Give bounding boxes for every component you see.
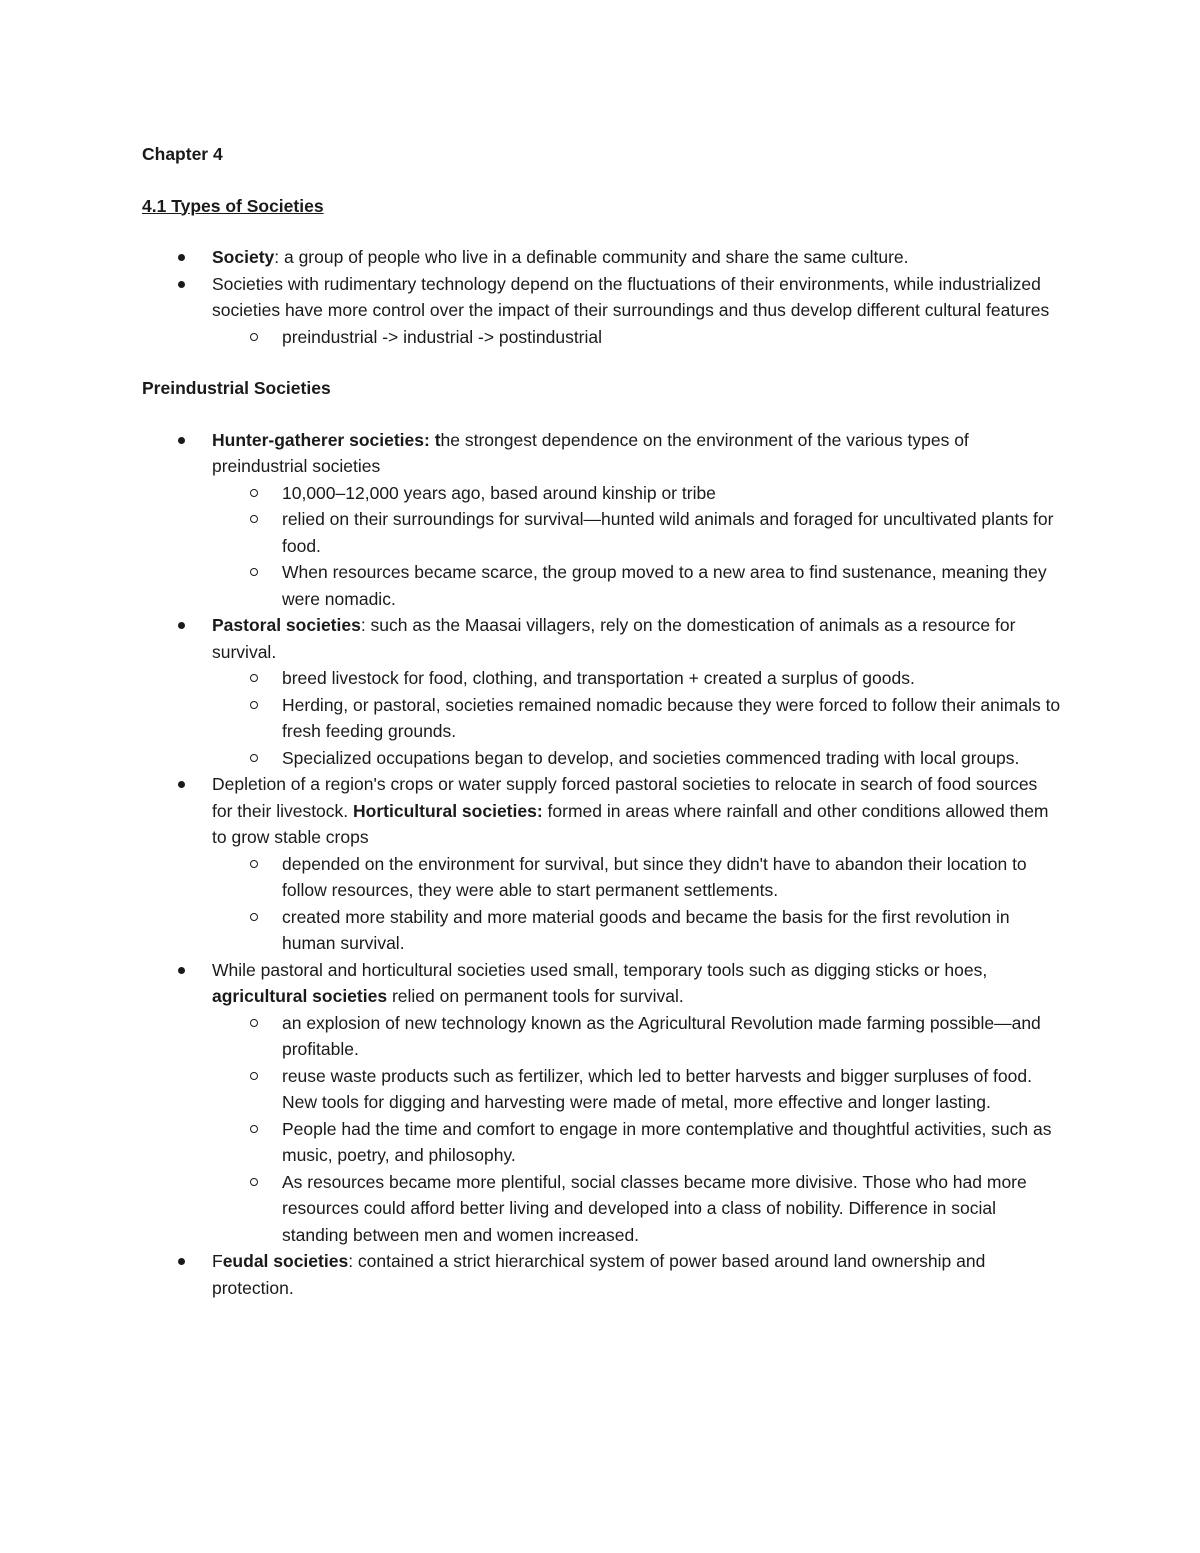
hollow-bullet-icon <box>250 1125 258 1133</box>
term-pastoral: Pastoral societies <box>212 615 361 635</box>
sub-list-item-text: When resources became scarce, the group moved to a new area to find sustenance, meaning they were nomadic. <box>282 562 1047 609</box>
sub-list <box>212 480 1062 613</box>
list-item-text: Depletion of a region's crops or water supply forced pastoral societies to relocate in search of food sources for their livestock. <box>212 774 1038 821</box>
sub-list <box>212 1010 1062 1249</box>
definition-text: : contained a strict hierarchical system of power based around land ownership and protection. <box>212 1251 986 1298</box>
list-item-text: While pastoral and horticultural societies used small, temporary tools such as digging sticks or hoes, <box>212 959 988 980</box>
sub-list <box>212 324 1062 351</box>
hollow-bullet-icon <box>250 515 258 523</box>
sub-list-item <box>212 745 1062 772</box>
sub-list-item <box>212 692 1062 745</box>
hollow-bullet-icon <box>250 701 258 709</box>
bullet-icon <box>178 967 185 974</box>
hollow-bullet-icon <box>250 754 258 762</box>
sub-list-item-text: reuse waste products such as fertilizer, which led to better harvests and bigger surpluses of food. New tools for digging and harvesting were made of metal, more effective and longer lasting. <box>282 1065 1032 1112</box>
hollow-bullet-icon <box>250 333 258 341</box>
hollow-bullet-icon <box>250 489 258 497</box>
definition-text: : a group of people who live in a definable community and share the same culture. <box>274 247 909 267</box>
hollow-bullet-icon <box>250 674 258 682</box>
term-feudal: eudal societies <box>222 1251 349 1271</box>
list-item-hunter-gatherer <box>142 427 1062 613</box>
sub-list-item <box>212 324 1062 351</box>
sub-list-item <box>212 1169 1062 1249</box>
term-society: Society <box>212 247 275 267</box>
sub-list-item <box>212 904 1062 957</box>
term-horticultural: Horticultural societies: <box>353 800 543 821</box>
sub-list-item-text: People had the time and comfort to engage in more contemplative and thoughtful activities, such as music, poetry, and philosophy. <box>282 1118 1052 1165</box>
sub-list-item-text: As resources became more plentiful, social classes became more divisive. Those who had more resources could afford better living and developed into a class of nobility. Difference in social standing between men and women increased. <box>282 1171 1027 1245</box>
list-item <box>142 244 1062 271</box>
hollow-bullet-icon <box>250 1072 258 1080</box>
list-item-text: Societies with rudimentary technology depend on the fluctuations of their environments, while industrialized societies have more control over the impact of their surroundings and thus develop different cultural features <box>212 273 1050 320</box>
document-page <box>142 141 1062 1301</box>
sub-list-item <box>212 506 1062 559</box>
sub-list-item <box>212 851 1062 904</box>
sub-list-item-text: Specialized occupations began to develop, and societies commenced trading with local groups. <box>282 747 1020 768</box>
hollow-bullet-icon <box>250 860 258 868</box>
sub-list-item <box>212 665 1062 692</box>
sub-list-item <box>212 559 1062 612</box>
sub-list-item <box>212 1010 1062 1063</box>
definition-text: he strongest dependence on the environment of the various types of preindustrial societies <box>212 429 969 476</box>
definition-text: : such as the Maasai villagers, rely on the domestication of animals as a resource for survival. <box>212 615 1016 662</box>
list-item <box>142 271 1062 351</box>
sub-list-item-text: breed livestock for food, clothing, and transportation + created a surplus of goods. <box>282 668 915 688</box>
bullet-icon <box>178 437 185 444</box>
hollow-bullet-icon <box>250 913 258 921</box>
list-item-horticultural <box>142 771 1062 957</box>
section-heading-preindustrial: Preindustrial Societies <box>142 378 331 398</box>
sub-list-item-text: preindustrial -> industrial -> postindustrial <box>282 326 603 347</box>
hollow-bullet-icon <box>250 1019 258 1027</box>
bullet-icon <box>178 1258 185 1265</box>
sub-list <box>212 851 1062 957</box>
sub-list-item-text: depended on the environment for survival, but since they didn't have to abandon their location to follow resources, they were able to start permanent settlements. <box>282 853 1027 900</box>
sub-list-item-text: Herding, or pastoral, societies remained nomadic because they were forced to follow their animals to fresh feeding grounds. <box>282 694 1061 741</box>
sub-list-item <box>212 1063 1062 1116</box>
hollow-bullet-icon <box>250 1178 258 1186</box>
term-hunter-gatherer: Hunter-gatherer societies: t <box>212 429 441 450</box>
list-item-pastoral <box>142 612 1062 771</box>
bullet-icon <box>178 781 185 788</box>
sub-list-item <box>212 1116 1062 1169</box>
list-item-agricultural <box>142 957 1062 1249</box>
definition-text: formed in areas where rainfall and other conditions allowed them to grow stable crops <box>212 800 1049 847</box>
sub-list-item-text: created more stability and more material goods and became the basis for the first revolution in human survival. <box>282 906 1010 953</box>
sub-list <box>212 665 1062 771</box>
bullet-icon <box>178 622 185 629</box>
types-of-societies-list <box>142 244 1062 350</box>
preindustrial-list <box>142 427 1062 1302</box>
term-agricultural: agricultural societies <box>212 986 388 1006</box>
sub-list-item-text: relied on their surroundings for survival—hunted wild animals and foraged for uncultivated plants for food. <box>282 509 1054 556</box>
hollow-bullet-icon <box>250 568 258 576</box>
sub-list-item-text: 10,000–12,000 years ago, based around kinship or tribe <box>282 482 716 503</box>
bullet-icon <box>178 254 185 261</box>
sub-list-item-text: an explosion of new technology known as the Agricultural Revolution made farming possible—and profitable. <box>282 1012 1041 1059</box>
sub-list-item <box>212 480 1062 507</box>
chapter-heading: Chapter 4 <box>142 144 223 164</box>
bullet-icon <box>178 281 185 288</box>
list-item-feudal <box>142 1248 1062 1301</box>
term-feudal-initial: F <box>212 1251 223 1271</box>
definition-text: relied on permanent tools for survival. <box>387 986 684 1006</box>
section-heading-types-of-societies: 4.1 Types of Societies <box>142 195 324 216</box>
